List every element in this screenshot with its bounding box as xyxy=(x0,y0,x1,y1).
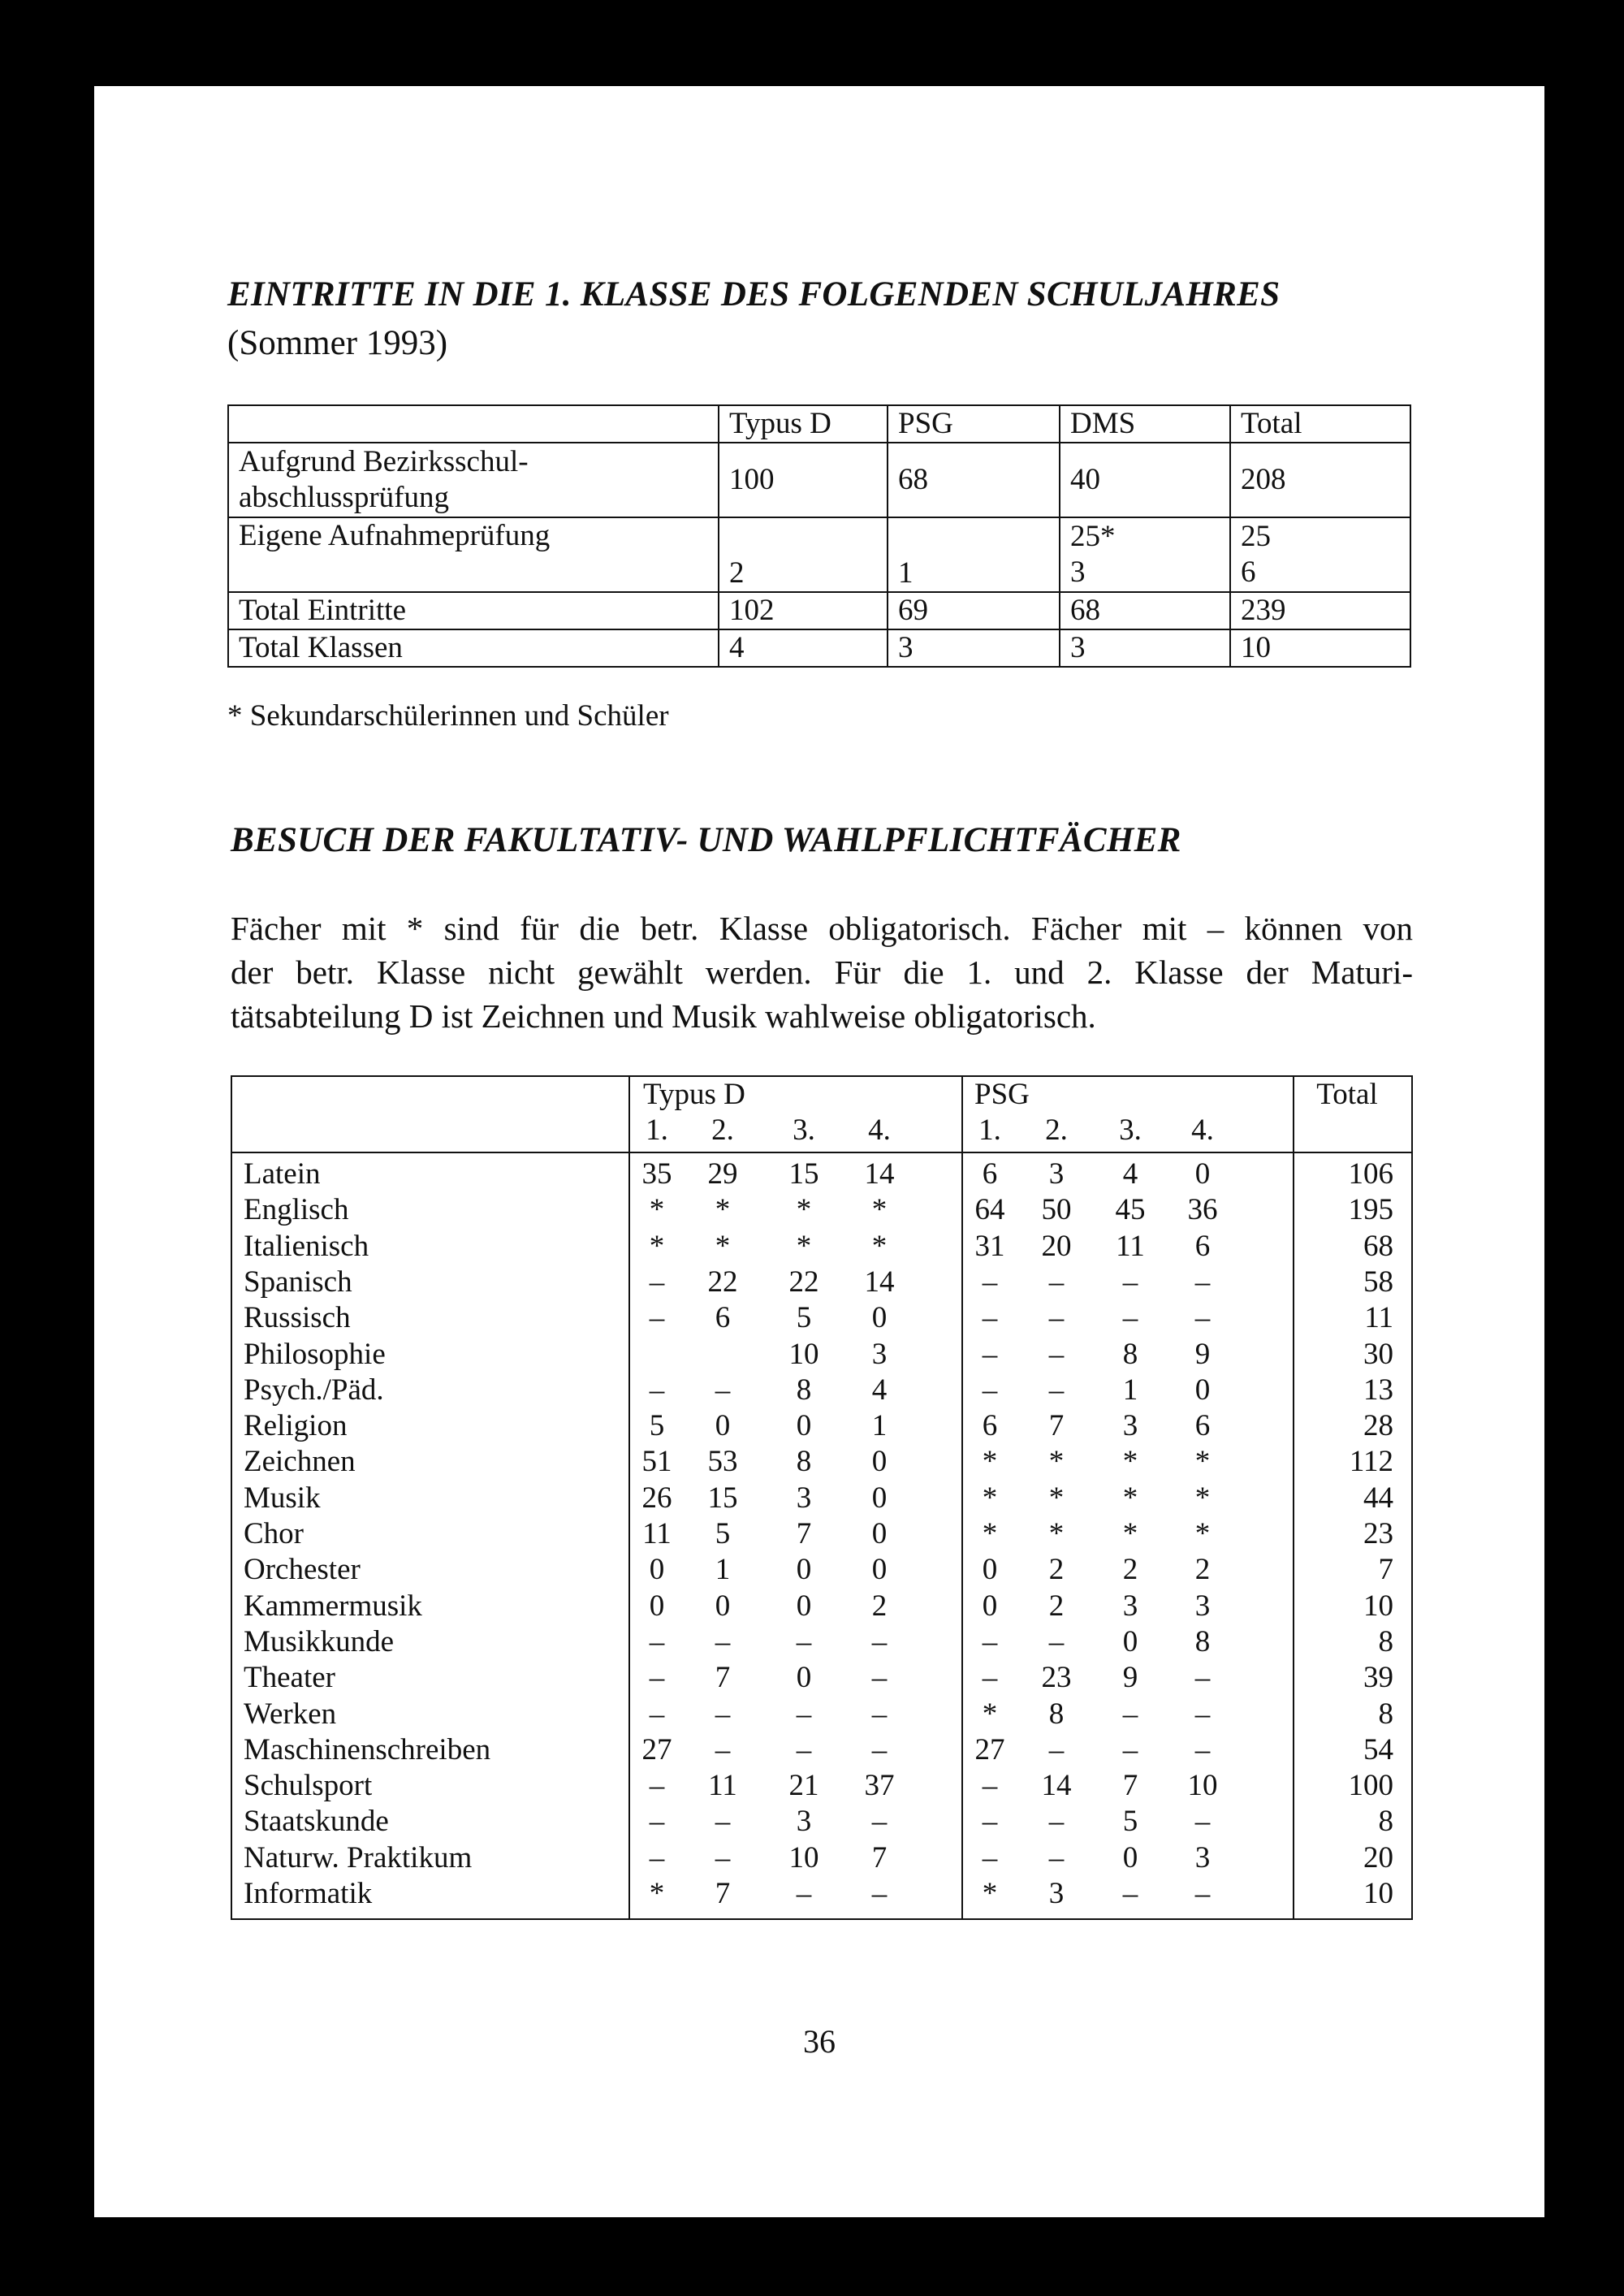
subject-count: 31 xyxy=(974,1229,1005,1263)
row-label: Eigene Aufnahmeprüfung xyxy=(228,517,719,592)
subject-count: – xyxy=(1048,1265,1065,1299)
subject-count: – xyxy=(1122,1697,1138,1731)
subject-count: – xyxy=(982,1265,998,1299)
subject-count: * xyxy=(1194,1481,1211,1515)
subject-count: 3 xyxy=(871,1337,888,1371)
subject-label: Musikkunde xyxy=(244,1624,394,1658)
col-header-psg: PSG xyxy=(888,405,1060,443)
subject-count: – xyxy=(649,1697,665,1731)
subject-count: – xyxy=(1048,1805,1065,1839)
subject-total: 20 xyxy=(1363,1840,1393,1874)
subject-count: – xyxy=(1122,1265,1138,1299)
cell-value: 100 xyxy=(719,443,888,517)
admissions-header-row xyxy=(228,405,1410,443)
subject-count: – xyxy=(871,1805,888,1839)
admissions-footnote: * Sekundarschülerinnen und Schüler xyxy=(227,699,669,733)
col-header-total: Total xyxy=(1230,405,1410,443)
cell-value: 25* 3 xyxy=(1060,517,1230,592)
subject-count: * xyxy=(649,1193,665,1227)
subject-count: – xyxy=(982,1769,998,1803)
subject-total: 23 xyxy=(1363,1517,1393,1550)
cell-value: 3 xyxy=(888,629,1060,667)
subject-count: 14 xyxy=(864,1265,895,1299)
grade-header: 2. xyxy=(1045,1113,1068,1147)
subject-count: – xyxy=(649,1840,665,1874)
grade-header: 1. xyxy=(978,1113,1001,1147)
subject-total: 58 xyxy=(1363,1265,1393,1299)
subject-count: – xyxy=(649,1301,665,1335)
subject-count: 0 xyxy=(982,1589,998,1623)
subject-label: Chor xyxy=(244,1517,304,1550)
section2-intro xyxy=(231,906,1413,1038)
subject-count: * xyxy=(1194,1445,1211,1479)
admissions-row-total-eintritte xyxy=(228,592,1410,629)
subject-count: 5 xyxy=(1122,1805,1138,1839)
cell-value: 68 xyxy=(1060,592,1230,629)
grade-header: 4. xyxy=(1191,1113,1214,1147)
subject-count: – xyxy=(982,1840,998,1874)
subject-count: * xyxy=(796,1193,812,1227)
subject-count: * xyxy=(1048,1445,1065,1479)
subject-count: 29 xyxy=(707,1157,738,1191)
subject-count: – xyxy=(1194,1661,1211,1695)
cell-value: 69 xyxy=(888,592,1060,629)
subject-count: – xyxy=(715,1697,731,1731)
subject-count: * xyxy=(982,1877,998,1910)
subject-label: Religion xyxy=(244,1409,348,1443)
subject-count: – xyxy=(982,1624,998,1658)
subject-count: – xyxy=(1194,1732,1211,1766)
subject-label: Russisch xyxy=(244,1301,351,1335)
subject-count: * xyxy=(1194,1517,1211,1550)
subject-count: 0 xyxy=(1194,1373,1211,1407)
subject-count: 2 xyxy=(871,1589,888,1623)
subject-count: 6 xyxy=(982,1409,998,1443)
subject-count: * xyxy=(649,1229,665,1263)
subject-count: * xyxy=(715,1229,731,1263)
subject-count: 1 xyxy=(715,1553,731,1587)
subject-count: 1 xyxy=(871,1409,888,1443)
group-header-typus-d: Typus D xyxy=(643,1078,745,1111)
subject-label: Englisch xyxy=(244,1193,349,1227)
col-header-typus-d: Typus D xyxy=(719,405,888,443)
subject-count: – xyxy=(1194,1805,1211,1839)
subject-count: 22 xyxy=(707,1265,738,1299)
grade-header: 2. xyxy=(711,1113,734,1147)
admissions-row-bezirk xyxy=(228,443,1410,517)
section2-title: BESUCH DER FAKULTATIV- UND WAHLPFLICHTFÄCHER xyxy=(231,821,1181,859)
subject-count: 5 xyxy=(715,1517,731,1550)
subject-total: 30 xyxy=(1363,1337,1393,1371)
subject-count: – xyxy=(796,1877,812,1910)
cell-value: 2 xyxy=(719,517,888,592)
subject-label: Staatskunde xyxy=(244,1805,389,1839)
subject-count: – xyxy=(715,1624,731,1658)
document-page xyxy=(94,86,1544,2217)
row-label: Total Eintritte xyxy=(228,592,719,629)
subject-count: – xyxy=(1048,1840,1065,1874)
subject-count: 14 xyxy=(1041,1769,1072,1803)
subject-count: – xyxy=(649,1805,665,1839)
subject-count: 15 xyxy=(788,1157,819,1191)
subject-total: 195 xyxy=(1348,1193,1393,1227)
divider-psg-total xyxy=(1293,1077,1294,1918)
subject-count: 21 xyxy=(788,1769,819,1803)
subject-count: 0 xyxy=(1194,1157,1211,1191)
cell-value: 3 xyxy=(1060,629,1230,667)
subject-total: 10 xyxy=(1363,1589,1393,1623)
admissions-row-aufnahme xyxy=(228,517,1410,592)
grade-header: 3. xyxy=(793,1113,815,1147)
subject-count: 53 xyxy=(707,1445,738,1479)
subject-count: 35 xyxy=(641,1157,672,1191)
subject-count: 9 xyxy=(1122,1661,1138,1695)
cell-value: 208 xyxy=(1230,443,1410,517)
cell-value: 239 xyxy=(1230,592,1410,629)
subject-count: – xyxy=(649,1265,665,1299)
subject-count: – xyxy=(715,1840,731,1874)
group-header-total: Total xyxy=(1316,1078,1378,1111)
subject-count: * xyxy=(1122,1517,1138,1550)
subject-count: 0 xyxy=(871,1301,888,1335)
subject-count: 0 xyxy=(871,1481,888,1515)
subject-count: – xyxy=(1194,1265,1211,1299)
subject-count: 15 xyxy=(707,1481,738,1515)
cell-value: 4 xyxy=(719,629,888,667)
subject-count: – xyxy=(871,1732,888,1766)
subject-total: 13 xyxy=(1363,1373,1393,1407)
subject-total: 8 xyxy=(1378,1624,1393,1658)
subject-count: * xyxy=(1048,1517,1065,1550)
subject-count: 3 xyxy=(1122,1589,1138,1623)
subject-count: * xyxy=(1122,1481,1138,1515)
subject-count: 0 xyxy=(1122,1624,1138,1658)
subject-label: Musik xyxy=(244,1481,321,1515)
subject-count: * xyxy=(1048,1481,1065,1515)
subject-count: 2 xyxy=(1048,1553,1065,1587)
subject-count: 3 xyxy=(1048,1877,1065,1910)
subject-label: Theater xyxy=(244,1661,335,1695)
subject-count: 45 xyxy=(1115,1193,1146,1227)
subject-count: 37 xyxy=(864,1769,895,1803)
subject-total: 39 xyxy=(1363,1661,1393,1695)
subject-count: – xyxy=(982,1337,998,1371)
row-label: Total Klassen xyxy=(228,629,719,667)
subject-count: – xyxy=(649,1769,665,1803)
grade-header: 4. xyxy=(868,1113,891,1147)
subject-count: * xyxy=(982,1445,998,1479)
subject-count: 4 xyxy=(1122,1157,1138,1191)
subject-count: 27 xyxy=(641,1732,672,1766)
col-header-dms: DMS xyxy=(1060,405,1230,443)
subject-count: 0 xyxy=(982,1553,998,1587)
subject-count: – xyxy=(715,1805,731,1839)
admissions-table xyxy=(227,404,1411,668)
subject-label: Italienisch xyxy=(244,1229,369,1263)
cell-value: 25 6 xyxy=(1230,517,1410,592)
subject-label: Latein xyxy=(244,1157,321,1191)
subject-count: – xyxy=(1194,1697,1211,1731)
subject-count: 7 xyxy=(715,1877,731,1910)
subject-count: – xyxy=(982,1661,998,1695)
grade-header: 3. xyxy=(1119,1113,1142,1147)
subject-count: * xyxy=(982,1481,998,1515)
subject-count: 23 xyxy=(1041,1661,1072,1695)
subject-count: 22 xyxy=(788,1265,819,1299)
subject-total: 11 xyxy=(1364,1301,1393,1335)
subject-total: 7 xyxy=(1378,1553,1393,1587)
subject-count: – xyxy=(871,1697,888,1731)
subject-label: Kammermusik xyxy=(244,1589,422,1623)
subject-count: 8 xyxy=(1122,1337,1138,1371)
subject-count: 0 xyxy=(871,1553,888,1587)
cell-value: 40 xyxy=(1060,443,1230,517)
subject-count: 8 xyxy=(1048,1697,1065,1731)
subject-label: Naturw. Praktikum xyxy=(244,1840,473,1874)
subject-count: – xyxy=(871,1661,888,1695)
intro-line: tätsabteilung D ist Zeichnen und Musik wahlweise obligatorisch. xyxy=(231,997,1096,1035)
subject-count: * xyxy=(871,1229,888,1263)
subject-count: 0 xyxy=(796,1661,812,1695)
subject-count: 0 xyxy=(715,1589,731,1623)
subject-count: 6 xyxy=(1194,1409,1211,1443)
cell-value: 102 xyxy=(719,592,888,629)
subject-count: – xyxy=(1048,1732,1065,1766)
subject-count: * xyxy=(982,1697,998,1731)
intro-line: Fächer mit * sind für die betr. Klasse obligatorisch. Fächer mit – können von xyxy=(231,910,1413,947)
subject-count: 3 xyxy=(796,1481,812,1515)
subject-label: Philosophie xyxy=(244,1337,386,1371)
cell-value: 10 xyxy=(1230,629,1410,667)
subject-label: Werken xyxy=(244,1697,337,1731)
subject-count: 2 xyxy=(1122,1553,1138,1587)
subject-count: 0 xyxy=(796,1553,812,1587)
subject-label: Maschinenschreiben xyxy=(244,1732,491,1766)
subject-count: 0 xyxy=(1122,1840,1138,1874)
subject-count: – xyxy=(649,1624,665,1658)
subject-count: 6 xyxy=(982,1157,998,1191)
subject-count: – xyxy=(1122,1877,1138,1910)
subject-count: – xyxy=(796,1624,812,1658)
subject-count: 7 xyxy=(1048,1409,1065,1443)
subject-count: 7 xyxy=(871,1840,888,1874)
subject-count: * xyxy=(871,1193,888,1227)
subject-count: 2 xyxy=(1194,1553,1211,1587)
subject-count: 10 xyxy=(788,1337,819,1371)
subject-count: 0 xyxy=(871,1445,888,1479)
subject-count: 3 xyxy=(1122,1409,1138,1443)
admissions-corner-cell xyxy=(228,405,719,443)
elective-subjects-table xyxy=(231,1075,1413,1920)
subject-count: 0 xyxy=(871,1517,888,1550)
subject-total: 8 xyxy=(1378,1697,1393,1731)
subject-count: – xyxy=(1048,1301,1065,1335)
subject-count: 6 xyxy=(1194,1229,1211,1263)
section1-subtitle: (Sommer 1993) xyxy=(227,324,448,362)
subject-count: 36 xyxy=(1187,1193,1218,1227)
subject-total: 100 xyxy=(1348,1769,1393,1803)
subject-count: 10 xyxy=(788,1840,819,1874)
subject-count: – xyxy=(871,1624,888,1658)
subject-count: 5 xyxy=(796,1301,812,1335)
subject-count: * xyxy=(982,1517,998,1550)
cell-value: 1 xyxy=(888,517,1060,592)
subject-count: * xyxy=(715,1193,731,1227)
subject-total: 112 xyxy=(1349,1445,1393,1479)
subject-count: – xyxy=(1048,1624,1065,1658)
subject-count: – xyxy=(796,1697,812,1731)
subject-count: 1 xyxy=(1122,1373,1138,1407)
subject-count: 0 xyxy=(715,1409,731,1443)
subject-count: 3 xyxy=(1048,1157,1065,1191)
section1-title: EINTRITTE IN DIE 1. KLASSE DES FOLGENDEN SCHULJAHRES xyxy=(227,275,1281,313)
subject-count: – xyxy=(1194,1877,1211,1910)
row-label: Aufgrund Bezirksschul- abschlussprüfung xyxy=(228,443,719,517)
subject-count: – xyxy=(871,1877,888,1910)
subject-count: – xyxy=(1048,1337,1065,1371)
cell-value: 68 xyxy=(888,443,1060,517)
subject-count: 14 xyxy=(864,1157,895,1191)
subject-count: – xyxy=(1048,1373,1065,1407)
subject-count: 10 xyxy=(1187,1769,1218,1803)
subject-count: * xyxy=(649,1877,665,1910)
subject-count: 64 xyxy=(974,1193,1005,1227)
subject-count: 0 xyxy=(796,1589,812,1623)
subject-count: 5 xyxy=(649,1409,665,1443)
subject-count: 27 xyxy=(974,1732,1005,1766)
subject-count: 50 xyxy=(1041,1193,1072,1227)
subject-count: 11 xyxy=(1116,1229,1145,1263)
subject-count: – xyxy=(649,1661,665,1695)
subject-count: 7 xyxy=(1122,1769,1138,1803)
grade-header: 1. xyxy=(646,1113,668,1147)
subject-total: 54 xyxy=(1363,1732,1393,1766)
subject-total: 68 xyxy=(1363,1229,1393,1263)
subject-count: 20 xyxy=(1041,1229,1072,1263)
subject-count: 11 xyxy=(708,1769,737,1803)
subject-label: Orchester xyxy=(244,1553,361,1587)
subject-count: 3 xyxy=(796,1805,812,1839)
subject-count: 26 xyxy=(641,1481,672,1515)
subject-count: – xyxy=(1122,1732,1138,1766)
subject-count: – xyxy=(982,1301,998,1335)
group-header-psg: PSG xyxy=(974,1078,1030,1111)
subject-count: 11 xyxy=(642,1517,672,1550)
subject-total: 8 xyxy=(1378,1805,1393,1839)
subject-count: – xyxy=(1122,1301,1138,1335)
subject-count: 8 xyxy=(796,1445,812,1479)
subject-count: 6 xyxy=(715,1301,731,1335)
admissions-row-total-klassen xyxy=(228,629,1410,667)
subject-count: – xyxy=(796,1732,812,1766)
subject-count: – xyxy=(982,1373,998,1407)
subject-label: Spanisch xyxy=(244,1265,352,1299)
subject-total: 44 xyxy=(1363,1481,1393,1515)
subject-count: * xyxy=(1122,1445,1138,1479)
page-number: 36 xyxy=(803,2023,836,2060)
subject-count: – xyxy=(649,1373,665,1407)
subject-count: – xyxy=(715,1373,731,1407)
subject-count: – xyxy=(715,1732,731,1766)
subject-count: – xyxy=(1194,1301,1211,1335)
subject-count: 0 xyxy=(649,1589,665,1623)
subject-total: 106 xyxy=(1348,1157,1393,1191)
header-separator xyxy=(232,1152,1411,1153)
subject-count: 8 xyxy=(796,1373,812,1407)
subject-count: 4 xyxy=(871,1373,888,1407)
subject-count: 7 xyxy=(715,1661,731,1695)
subject-count: 0 xyxy=(649,1553,665,1587)
subject-count: * xyxy=(796,1229,812,1263)
subject-label: Schulsport xyxy=(244,1769,373,1803)
subject-count: 3 xyxy=(1194,1840,1211,1874)
subject-count: 0 xyxy=(796,1409,812,1443)
subject-count: 8 xyxy=(1194,1624,1211,1658)
subject-label: Zeichnen xyxy=(244,1445,356,1479)
subject-count: 3 xyxy=(1194,1589,1211,1623)
subject-count: 9 xyxy=(1194,1337,1211,1371)
subject-label: Informatik xyxy=(244,1877,373,1910)
subject-count: 51 xyxy=(641,1445,672,1479)
subject-count: 7 xyxy=(796,1517,812,1550)
subject-label: Psych./Päd. xyxy=(244,1373,384,1407)
intro-line: der betr. Klasse nicht gewählt werden. Für die 1. und 2. Klasse der Maturi- xyxy=(231,953,1413,991)
subject-total: 10 xyxy=(1363,1877,1393,1910)
subject-total: 28 xyxy=(1363,1409,1393,1443)
subject-count: – xyxy=(982,1805,998,1839)
subject-count: 2 xyxy=(1048,1589,1065,1623)
